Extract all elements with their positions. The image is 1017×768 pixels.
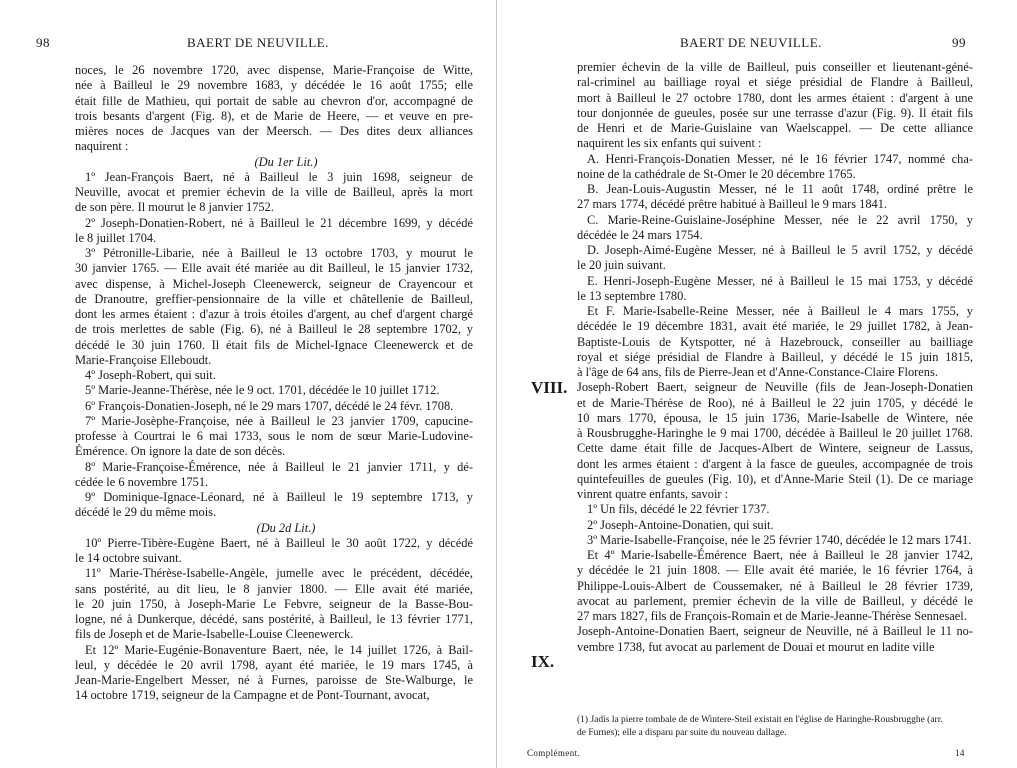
text-line: fils de Joseph et de Marie-Isabelle-Louise Cleenewerck. xyxy=(75,627,354,642)
text-line: 9º Dominique-Ignace-Léonard, né à Bailleul le 19 septembre 1713, y xyxy=(85,490,473,504)
text-line: mort à Bailleul le 27 octobre 1780, dont les armes étaient : d'argent à une xyxy=(577,90,973,105)
text-line: y décédée le 21 juin 1808. — Elle avait été mariée, le 16 février 1764, à xyxy=(577,563,973,578)
text-line: vinrent quatre enfants, savoir : xyxy=(577,487,729,501)
text-line: le 8 juillet 1704. xyxy=(75,230,157,245)
text-line: (Du 2d Lit.) xyxy=(256,520,316,535)
text-line: logne, né à Dunkerque, décédé, sans postérité, à Bailleul, le 13 février 1771, xyxy=(75,612,473,626)
text-line: quintefeuilles de gueules (Fig. 10), et d'Anne-Marie Steil (1). De ce mariage xyxy=(577,471,973,486)
footnote xyxy=(577,714,977,740)
text-line: noine de la cathédrale de St-Omer le 20 décembre 1765. xyxy=(577,166,856,181)
text-line: Baptiste-Louis de Kytspotter, né à Hazebrouck, conseiller au bailliage xyxy=(577,334,973,349)
signature-number: 14 xyxy=(955,748,965,758)
text-line: 6º François-Donatien-Joseph, né le 29 mars 1707, décédé le 24 févr. 1708. xyxy=(85,398,454,413)
running-head-right: BAERT DE NEUVILLE. xyxy=(680,35,822,50)
text-line: D. Joseph-Aimé-Eugène Messer, né à Bailleul le 5 avril 1752, y décédé xyxy=(587,243,973,257)
text-line: 11º Marie-Thérèse-Isabelle-Angèle, jumelle avec le précédent, décédée, xyxy=(85,566,473,581)
text-line: 1º Un fils, décédé le 22 février 1737. xyxy=(587,502,770,517)
text-line: Marie-Françoise Elleboudt. xyxy=(75,352,212,367)
text-line: cédée le 6 novembre 1751. xyxy=(75,474,209,489)
right-body-text xyxy=(577,60,973,655)
text-line: professe à Courtrai le 6 mai 1733, sous le nom de sœur Marie-Ludovine- xyxy=(75,429,473,443)
signature-mark: Complément. xyxy=(527,748,581,758)
text-line: Jean-Marie-Engelbert Messer, né à Furnes, paroisse de Ste-Walburge, le xyxy=(75,673,473,687)
page-number-left: 98 xyxy=(36,35,50,50)
right-page xyxy=(505,0,1010,768)
text-line: vembre 1738, fut avocat au parlement de Douai et mourut en ladite ville xyxy=(577,639,935,654)
text-line: noces, le 26 novembre 1720, avec dispense, Marie-Françoise de Witte, xyxy=(75,63,473,77)
text-line: Et F. Marie-Isabelle-Reine Messer, née à Bailleul le 4 mars 1755, y xyxy=(587,304,973,318)
text-line: Cette dame était fille de Jacques-Albert de Wintere, seigneur de Lassus, xyxy=(577,441,973,456)
text-line: de Henri et de Marie-Guislaine van Waelscappel. — De cette alliance xyxy=(577,121,973,135)
text-line: 1º Jean-François Baert, né à Bailleul le 3 juin 1698, seigneur de xyxy=(85,169,473,184)
text-line: 2º Joseph-Donatien-Robert, né à Bailleul le 21 décembre 1699, y décédé xyxy=(85,215,473,230)
text-line: 27 mars 1827, fils de François-Romain et de Marie-Jeanne-Thérèse Sennesael. xyxy=(577,609,967,623)
text-line: B. Jean-Louis-Augustin Messer, né le 11 août 1748, ordiné prêtre le xyxy=(587,182,973,196)
text-line: Et 12º Marie-Eugénie-Bonaventure Baert, née, le 14 juillet 1726, à Bail- xyxy=(85,642,473,657)
text-line: 27 mars 1774, décédé prêtre habitué à Bailleul le 9 mars 1841. xyxy=(577,197,888,212)
text-line: le 20 juin suivant. xyxy=(577,258,666,273)
text-line: de son père. Il mourut le 8 janvier 1752. xyxy=(75,200,274,215)
text-line: naquirent les six enfants qui suivent : xyxy=(577,136,762,151)
text-line: 8º Marie-Françoise-Émérence, née à Bailleul le 21 janvier 1711, y dé- xyxy=(85,459,473,474)
text-line: le 20 juin 1750, à Joseph-Marie Le Febvre, seigneur de la Basse-Bou- xyxy=(75,596,473,611)
text-line: 3º Pétronille-Libarie, née à Bailleul le 13 octobre 1703, y mourut le xyxy=(85,246,473,260)
section-viii-heading: VIII. xyxy=(531,378,568,397)
text-line: royal et siége présidial de Flandre à Bailleul, y décédé le 15 juin 1815, xyxy=(577,349,973,364)
text-line: le 13 septembre 1780. xyxy=(577,288,687,303)
footnote-line: de Furnes); elle a disparu par suite du nouveau dallage. xyxy=(577,728,787,738)
text-line: 14 octobre 1719, seigneur de la Campagne et de Pont-Tournant, avocat, xyxy=(75,688,430,703)
section-ix-heading: IX. xyxy=(531,652,555,671)
left-page xyxy=(0,0,490,768)
text-line: premier échevin de la ville de Bailleul, puis conseiller et lieutenant-géné- xyxy=(577,60,973,74)
text-line: à Rousbrugghe-Haringhe le 9 mai 1700, décédée à Bailleul le 20 juillet 1768. xyxy=(577,426,973,440)
text-line: et de Marie-Thérèse de Roo), né à Bailleul le 22 juin 1705, y décédé le xyxy=(577,395,973,410)
text-line: ral-criminel au bailliage royal et siége présidial de Flandre à Bailleul, xyxy=(577,75,973,90)
text-line: 10 mars 1770, épousa, le 15 juin 1736, Marie-Isabelle de Wintere, née xyxy=(577,410,973,425)
text-line: 30 janvier 1765. — Elle avait été mariée au dit Bailleul, le 15 janvier 1732, xyxy=(75,261,473,276)
text-line: Neuville, avocat et premier échevin de la ville de Bailleul, après la mort xyxy=(75,185,473,199)
text-line: 3º Marie-Isabelle-Françoise, née le 25 février 1740, décédée le 12 mars 1741. xyxy=(587,532,972,547)
gutter xyxy=(492,0,502,768)
text-line: leul, y décédée le 20 avril 1798, ayant été mariée, le 19 mars 1745, à xyxy=(75,657,473,672)
text-line: 2º Joseph-Antoine-Donatien, qui suit. xyxy=(587,517,774,532)
text-line: C. Marie-Reine-Guislaine-Joséphine Messer, née le 22 avril 1750, y xyxy=(587,212,973,227)
text-line: E. Henri-Joseph-Eugène Messer, né à Bailleul le 15 mai 1753, y décédé xyxy=(587,273,973,288)
text-line: Joseph-Robert Baert, seigneur de Neuville (fils de Jean-Joseph-Donatien xyxy=(577,380,973,395)
text-line: Philippe-Louis-Albert de Coussemaker, né à Bailleul le 28 février 1739, xyxy=(577,578,973,593)
text-line: de trois merlettes de sable (Fig. 6), né à Bailleul le 28 septembre 1702, y xyxy=(75,322,473,337)
text-line: A. Henri-François-Donatien Messer, né le 16 février 1747, nommé cha- xyxy=(587,151,973,166)
text-line: 10º Pierre-Tibère-Eugène Baert, né à Bailleul le 30 août 1722, y décédé xyxy=(85,535,473,550)
text-line: décédée le 24 mars 1754. xyxy=(577,227,703,242)
footnote-line: (1) Jadis la pierre tombale de de Wintere-Steil existait en l'église de Haringhe-Rousbrugghe (arr. xyxy=(577,715,943,725)
text-line: dont les armes étaient : d'azur à trois étoiles d'argent, au chef d'argent chargé xyxy=(75,307,473,321)
text-line: naquirent : xyxy=(75,139,129,154)
text-line: le 14 octobre suivant. xyxy=(75,551,182,565)
text-line: Joseph-Antoine-Donatien Baert, seigneur de Neuville, né à Bailleul le 11 no- xyxy=(577,624,973,639)
text-line: décédée le 19 décembre 1831, avait été mariée, le 29 juillet 1782, à Jean- xyxy=(577,319,973,334)
text-line: née à Bailleul le 29 novembre 1683, y décédée le 16 août 1755; elle xyxy=(75,78,473,93)
text-line: de Dranoutre, greffier-pensionnaire de la ville et châtellenie de Bailleul, xyxy=(75,291,473,306)
text-line: 5º Marie-Jeanne-Thérèse, née le 9 oct. 1701, décédée le 10 juillet 1712. xyxy=(85,383,440,398)
text-line: avec dispense, à Michel-Joseph Cleenewerck, seigneur de Crayencour et xyxy=(75,276,473,291)
text-line: à l'âge de 64 ans, fils de Pierre-Jean et d'Anne-Constance-Claire Florens. xyxy=(577,365,938,379)
text-line: décédé le 29 du même mois. xyxy=(75,505,217,520)
text-line: (Du 1er Lit.) xyxy=(254,154,318,169)
text-line: trois besants d'argent (Fig. 8), et de Marie de Heere, — et veuve en pre- xyxy=(75,108,473,123)
text-line: tour donjonnée de gueules, posée sur une terrasse d'azur (Fig. 9). Il était fils xyxy=(577,105,973,120)
text-line: mières noces de Jacques van der Meersch. — Des dites deux alliances xyxy=(75,124,473,138)
text-line: décédé le 30 juin 1760. Il était fils de Michel-Ignace Cleenewerck et de xyxy=(75,337,473,352)
left-body-text xyxy=(75,63,473,704)
text-line: 7º Marie-Josèphe-Françoise, née à Bailleul le 23 janvier 1709, capucine- xyxy=(85,413,473,428)
running-head-left: BAERT DE NEUVILLE. xyxy=(187,35,329,50)
text-line: dont les armes étaient : d'argent à la fasce de gueules, accompagnée de trois xyxy=(577,456,973,471)
text-line: était fille de Mathieu, qui portait de sable au chevron d'or, accompagné de xyxy=(75,93,473,108)
text-line: avocat au parlement, premier échevin de la ville de Bailleul, y décédé le xyxy=(577,593,973,608)
text-line: Et 4º Marie-Isabelle-Émérence Baert, née à Bailleul le 28 janvier 1742, xyxy=(587,548,973,562)
text-line: Émérence. On ignore la date de son décès. xyxy=(75,444,286,459)
text-line: 4º Joseph-Robert, qui suit. xyxy=(85,368,216,382)
page-number-right: 99 xyxy=(952,35,966,50)
text-line: sans postérité, au dit lieu, le 8 janvier 1800. — Elle avait été mariée, xyxy=(75,581,473,596)
